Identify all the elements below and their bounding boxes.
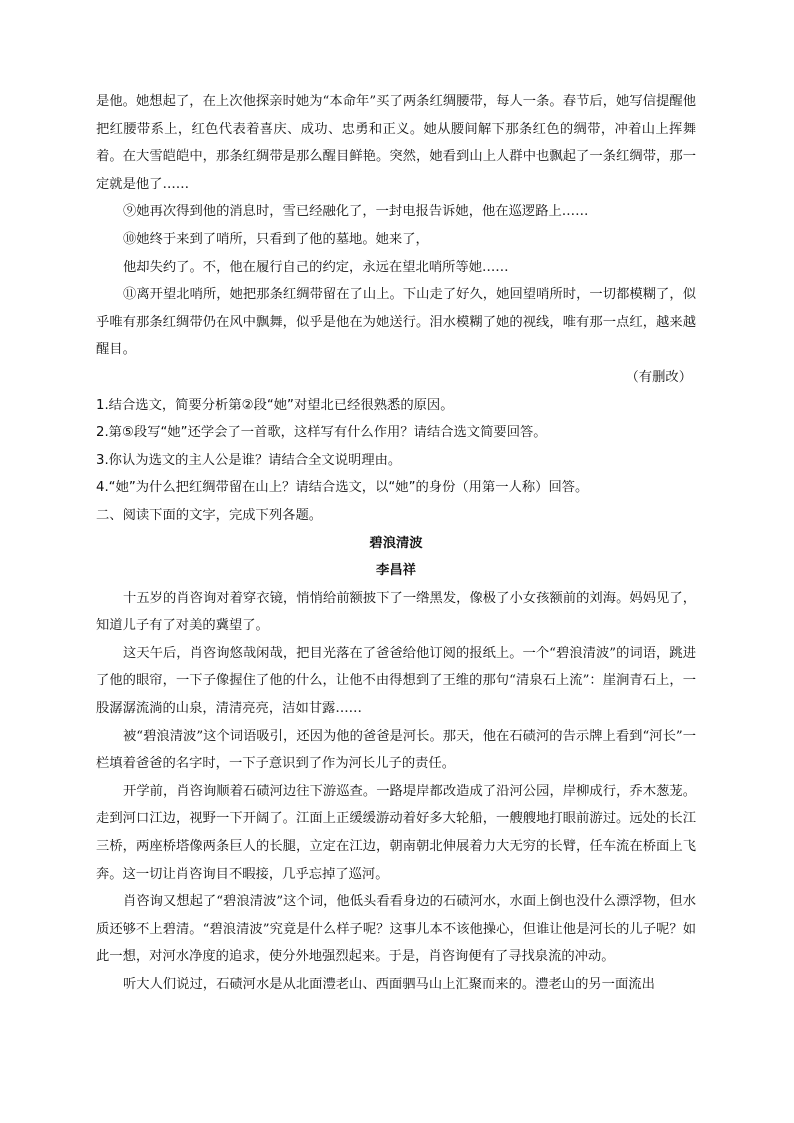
- article-paragraph: 十五岁的肖咨询对着穿衣镜，悄悄给前额披下了一绺黑发，像极了小女孩额前的刘海。妈妈见了，知道儿子有了对美的冀望了。: [96, 590, 696, 634]
- article-author: 李昌祥: [376, 563, 416, 579]
- passage-paragraph-top: 是他。她想起了，在上次他探亲时她为“本命年”买了两条红绸腰带，每人一条。春节后，她写信提醒他把红腰带系上，红色代表着喜庆、成功、忠勇和正义。她从腰间解下那条红色的绸带，冲着山上挥舞着。在大雪皑皑中，那条红绸带是那么醒目鲜艳。突然，她看到山上人群中也飘起了一条红绸带，那一定就是他了……: [96, 94, 696, 192]
- article-title: 碧浪清波: [369, 535, 423, 551]
- passage-paragraph-11: ⑪离开望北哨所，她把那条红绸带留在了山上。下山走了好久，她回望哨所时，一切都模糊了，似乎唯有那条红绸带仍在风中飘舞，似乎是他在为她送行。泪水模糊了她的视线，唯有那一点红，越来越醒目。: [96, 287, 696, 358]
- article-paragraph: 被“碧浪清波”这个词语吸引，还因为他的爸爸是河长。那天，他在石碛河的告示牌上看到“河长”一栏填着爸爸的名字时，一下子意识到了作为河长儿子的责任。: [96, 728, 696, 772]
- article-paragraph: 这天午后，肖咨询悠哉闲哉，把目光落在了爸爸给他订阅的报纸上。一个“碧浪清波”的词语，跳进了他的眼帘，一下子像握住了他的什么，让他不由得想到了王维的那句“清泉石上流”：崖涧青石上，一股潺潺流淌的山泉，清清亮亮，洁如甘露……: [96, 645, 696, 717]
- question-3: 3.你认为选文的主人公是谁？请结合全文说明理由。: [96, 452, 402, 468]
- section-heading: 二、阅读下面的文字，完成下列各题。: [96, 507, 323, 523]
- article-paragraph: 肖咨询又想起了“碧浪清波”这个词，他低头看看身边的石碛河水，水面上倒也没什么漂浮物，但水质还够不上碧清。“碧浪清波”究竟是什么样子呢？这事儿本不该他操心，但谁让他是河长的儿子呢？如此一想，对河水净度的追求，使分外地强烈起来。于是，肖咨询便有了寻找泉流的冲动。: [96, 894, 696, 965]
- article-paragraph: 听大人们说过，石碛河水是从北面澧老山、西面驷马山上汇聚而来的。澧老山的另一面流出: [123, 977, 655, 992]
- question-4: 4.“她”为什么把红绸带留在山上？请结合选文，以“她”的身份（用第一人称）回答。: [96, 480, 589, 496]
- question-1: 1.结合选文，简要分析第②段“她”对望北已经很熟悉的原因。: [96, 397, 454, 413]
- document-page: [96, 88, 696, 999]
- article-paragraph: 开学前，肖咨询顺着石碛河边往下游巡查。一路堤岸都改造成了沿河公园，岸柳成行，乔木葱茏。走到河口江边，视野一下开阔了。江面上正缓缓游动着好多大轮船，一艘艘地打眼前游过。远处的长江三桥，两座桥塔像两条巨人的长腿，立定在江边，朝南朝北伸展着力大无穷的长臂，任车流在桥面上飞奔。这一切让肖咨询目不暇接，几乎忘掉了巡河。: [96, 783, 696, 882]
- passage-paragraph-10b: 他却失约了。不，他在履行自己的约定，永远在望北哨所等她……: [123, 259, 509, 275]
- edit-note: （有删改）: [625, 369, 692, 385]
- question-2: 2.第⑤段写“她”还学会了一首歌，这样写有什么作用？请结合选文简要回答。: [96, 425, 547, 441]
- passage-paragraph-9: ⑨她再次得到他的消息时，雪已经融化了，一封电报告诉她，他在巡逻路上……: [123, 204, 589, 220]
- passage-paragraph-10a: ⑩她终于来到了哨所，只看到了他的墓地。她来了，: [123, 231, 429, 247]
